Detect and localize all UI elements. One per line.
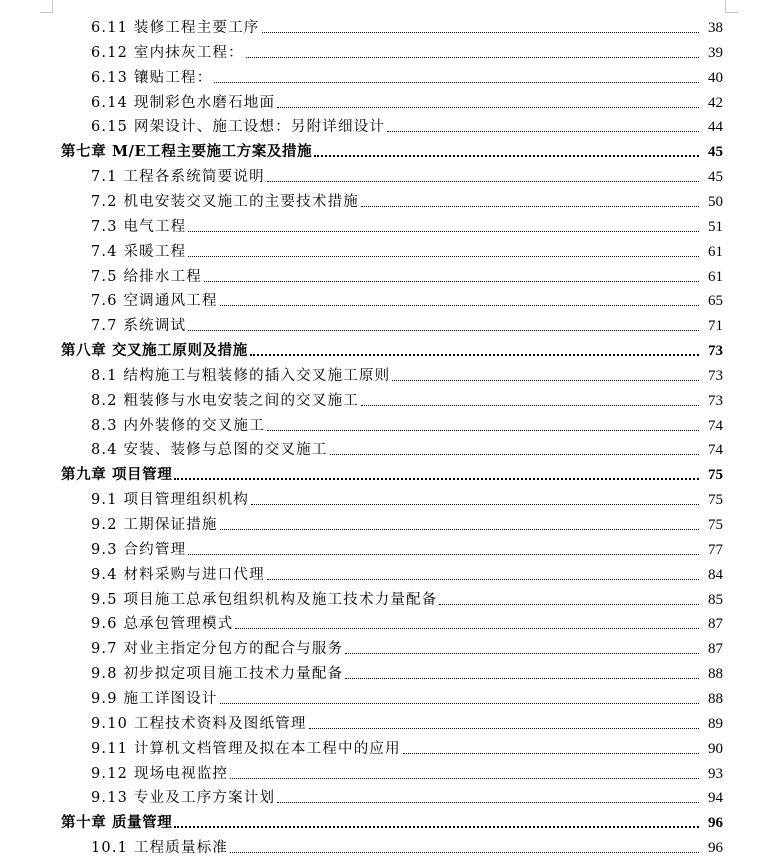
toc-page-number: 93 [708, 765, 723, 782]
toc-section-entry[interactable] [91, 759, 723, 784]
toc-entry-title: 7.5 给排水工程 [91, 268, 202, 285]
toc-entry-title: 6.13 镶贴工程： [91, 69, 213, 86]
toc-page-number: 74 [708, 417, 723, 434]
toc-entry-title: 6.15 网架设计、施工设想：另附详细设计 [91, 119, 386, 136]
toc-dot-leader [392, 380, 699, 381]
toc-dot-leader [230, 852, 699, 853]
toc-chapter-entry[interactable] [61, 808, 723, 833]
toc-dot-leader [174, 826, 699, 828]
toc-section-entry[interactable] [91, 38, 723, 63]
margin-corner-mark-right [725, 0, 738, 13]
toc-entry-title: 9.13 专业及工序方案计划 [91, 790, 276, 807]
toc-entry-title: 第八章 交叉施工原则及措施 [61, 342, 248, 360]
toc-page-number: 61 [708, 243, 723, 260]
toc-dot-leader [267, 579, 699, 580]
toc-entry-title: 9.12 现场电视监控 [91, 765, 229, 782]
toc-dot-leader [246, 57, 699, 58]
toc-section-entry[interactable] [91, 361, 723, 386]
toc-dot-leader [345, 678, 699, 679]
toc-section-entry[interactable] [91, 634, 723, 659]
toc-dot-leader [188, 256, 699, 257]
toc-page-number: 51 [708, 218, 723, 235]
toc-page-number: 75 [708, 517, 723, 533]
toc-page-number: 75 [708, 467, 723, 484]
toc-entry-title: 10.1 工程质量标准 [91, 840, 229, 857]
toc-entry-title: 8.3 内外装修的交叉施工 [91, 417, 265, 434]
toc-section-entry[interactable] [91, 435, 723, 460]
toc-page-number: 42 [708, 94, 723, 111]
toc-entry-title: 第十章 质量管理 [61, 814, 173, 832]
toc-chapter-entry[interactable] [61, 137, 723, 162]
toc-entry-title: 第七章 M/E工程主要施工方案及措施 [61, 143, 313, 161]
toc-entry-title: 6.12 室内抹灰工程： [91, 44, 244, 61]
toc-page-number: 94 [708, 790, 723, 807]
toc-section-entry[interactable] [91, 585, 723, 610]
toc-section-entry[interactable] [91, 411, 723, 436]
margin-corner-mark-left [40, 0, 53, 13]
toc-section-entry[interactable] [91, 262, 723, 287]
toc-page-number: 38 [708, 20, 723, 36]
toc-chapter-entry[interactable] [61, 336, 723, 361]
toc-page-number: 39 [708, 44, 723, 61]
toc-page-number: 96 [708, 840, 723, 857]
toc-dot-leader [214, 82, 699, 83]
toc-dot-leader [188, 554, 699, 555]
toc-section-entry[interactable] [91, 783, 723, 808]
toc-page-number: 73 [708, 343, 723, 360]
toc-page-number: 88 [708, 666, 723, 683]
toc-entry-title: 7.2 机电安装交叉施工的主要技术措施 [91, 193, 359, 210]
toc-page-number: 84 [708, 566, 723, 583]
toc-dot-leader [361, 206, 699, 207]
toc-page-number: 87 [708, 641, 723, 658]
toc-entry-title: 9.10 工程技术资料及图纸管理 [91, 715, 307, 732]
toc-dot-leader [262, 32, 700, 33]
toc-entry-title: 7.7 系统调试 [91, 318, 187, 335]
toc-dot-leader [267, 181, 699, 182]
toc-entry-title: 7.4 采暖工程 [91, 243, 187, 260]
toc-dot-leader [230, 778, 699, 779]
toc-page-number: 44 [708, 119, 723, 136]
toc-page-number: 45 [708, 169, 723, 186]
toc-section-entry[interactable] [91, 212, 723, 237]
toc-section-entry[interactable] [91, 187, 723, 212]
toc-entry-title: 8.2 粗装修与水电安装之间的交叉施工 [91, 392, 359, 409]
toc-entry-title: 7.6 空调通风工程 [91, 293, 218, 310]
toc-entry-title: 6.14 现制彩色水磨石地面 [91, 94, 276, 111]
toc-section-entry[interactable] [91, 535, 723, 560]
toc-page-number: 61 [708, 268, 723, 285]
toc-section-entry[interactable] [91, 485, 723, 510]
toc-entry-title: 9.2 工期保证措施 [91, 517, 218, 533]
toc-entry-title: 9.6 总承包管理模式 [91, 616, 234, 633]
toc-section-entry[interactable] [91, 560, 723, 585]
toc-page-number: 87 [708, 616, 723, 633]
toc-entry-title: 7.1 工程各系统简要说明 [91, 169, 265, 186]
toc-section-entry[interactable] [91, 162, 723, 187]
toc-dot-leader [439, 604, 699, 605]
toc-page-number: 45 [708, 144, 723, 161]
toc-entry-title: 9.7 对业主指定分包方的配合与服务 [91, 641, 344, 658]
toc-dot-leader [174, 478, 699, 480]
toc-section-entry[interactable] [91, 833, 723, 858]
toc-page-number: 50 [708, 193, 723, 210]
toc-entry-title: 9.3 合约管理 [91, 541, 187, 558]
toc-dot-leader [330, 454, 699, 455]
toc-entry-title: 8.4 安装、装修与总图的交叉施工 [91, 442, 328, 459]
toc-entry-title: 9.8 初步拟定项目施工技术力量配备 [91, 666, 344, 683]
toc-page-number: 65 [708, 293, 723, 310]
toc-section-entry[interactable] [91, 13, 723, 38]
toc-dot-leader [403, 753, 699, 754]
toc-page-number: 77 [708, 541, 723, 558]
toc-dot-leader [361, 405, 699, 406]
toc-dot-leader [251, 504, 699, 505]
toc-section-entry[interactable] [91, 609, 723, 634]
toc-section-entry[interactable] [91, 237, 723, 262]
toc-dot-leader [267, 430, 699, 431]
toc-section-entry[interactable] [91, 386, 723, 411]
toc-entry-title: 第九章 项目管理 [61, 466, 173, 484]
toc-section-entry[interactable] [91, 311, 723, 336]
toc-dot-leader [204, 281, 699, 282]
toc-entry-title: 6.11 装修工程主要工序 [91, 20, 260, 36]
toc-dot-leader [309, 728, 699, 729]
toc-dot-leader [277, 107, 699, 108]
toc-dot-leader [220, 529, 699, 530]
toc-entry-title: 9.11 计算机文档管理及拟在本工程中的应用 [91, 740, 401, 757]
toc-section-entry[interactable] [91, 709, 723, 734]
toc-dot-leader [220, 703, 699, 704]
toc-page-number: 74 [708, 442, 723, 459]
toc-entry-title: 9.4 材料采购与进口代理 [91, 566, 265, 583]
toc-page-number: 75 [708, 492, 723, 509]
toc-entry-title: 9.1 项目管理组织机构 [91, 492, 250, 509]
toc-section-entry[interactable] [91, 659, 723, 684]
toc-dot-leader [345, 653, 699, 654]
toc-page-number: 71 [708, 318, 723, 335]
toc-section-entry[interactable] [91, 734, 723, 759]
toc-section-entry[interactable] [91, 684, 723, 709]
toc-entry-title: 9.5 项目施工总承包组织机构及施工技术力量配备 [91, 591, 438, 608]
toc-section-entry[interactable] [91, 88, 723, 113]
toc-page-number: 40 [708, 69, 723, 86]
toc-section-entry[interactable] [91, 112, 723, 137]
toc-section-entry[interactable] [91, 510, 723, 535]
toc-page-number: 73 [708, 367, 723, 384]
toc-page-number: 89 [708, 715, 723, 732]
toc-dot-leader [277, 802, 699, 803]
toc-page-number: 73 [708, 392, 723, 409]
toc-dot-leader [314, 155, 699, 157]
toc-page-number: 90 [708, 740, 723, 757]
toc-dot-leader [250, 354, 699, 356]
toc-dot-leader [235, 628, 699, 629]
toc-chapter-entry[interactable] [61, 460, 723, 485]
toc-entry-title: 8.1 结构施工与粗装修的插入交叉施工原则 [91, 367, 391, 384]
toc-dot-leader [387, 131, 699, 132]
toc-dot-leader [188, 231, 699, 232]
toc-entry-title: 7.3 电气工程 [91, 218, 187, 235]
toc-section-entry[interactable] [91, 286, 723, 311]
toc-page-number: 85 [708, 591, 723, 608]
toc-page-number: 88 [708, 690, 723, 707]
toc-entry-title: 9.9 施工详图设计 [91, 690, 218, 707]
toc-section-entry[interactable] [91, 63, 723, 88]
toc-dot-leader [220, 305, 699, 306]
toc-dot-leader [188, 330, 699, 331]
toc-page-number: 96 [708, 815, 723, 832]
